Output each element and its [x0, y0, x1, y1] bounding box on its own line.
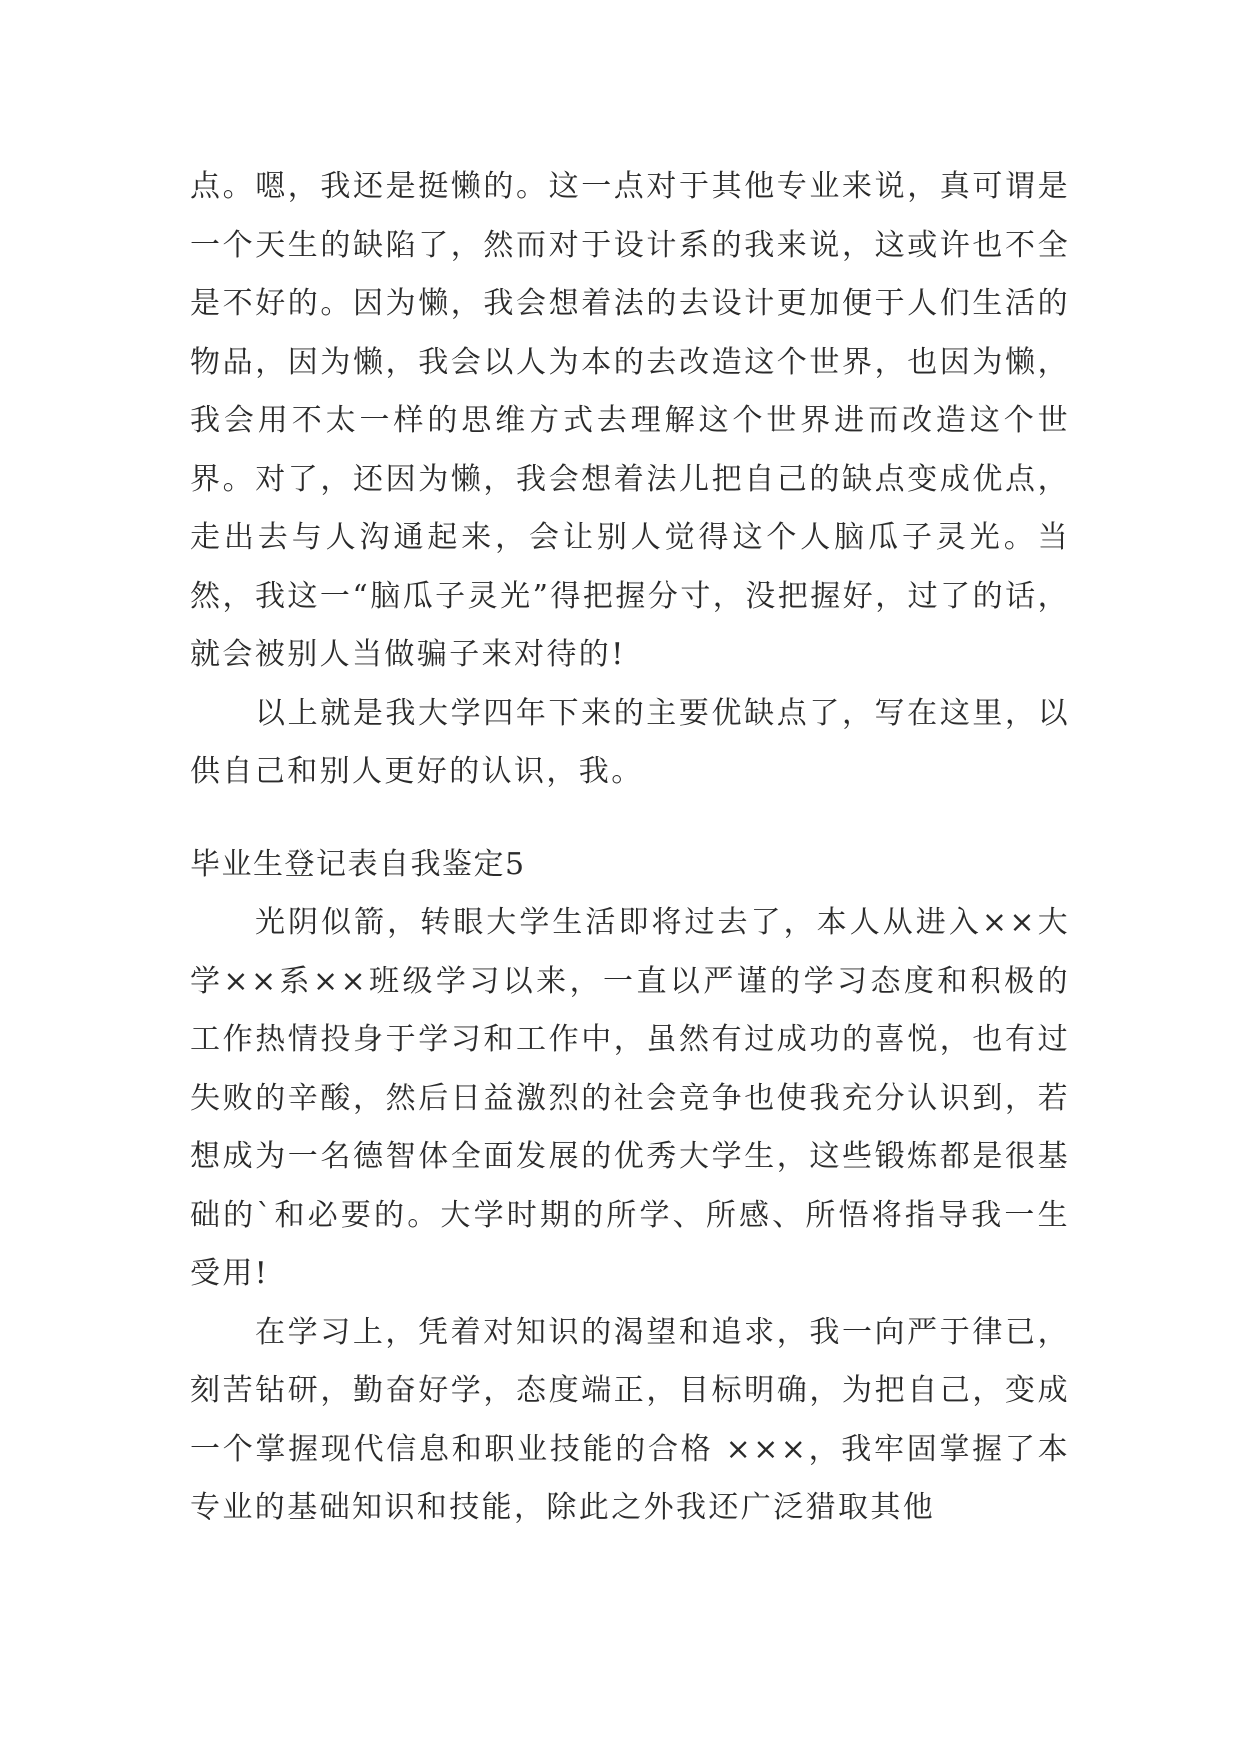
section-title: 毕业生登记表自我鉴定5 — [190, 846, 526, 882]
paragraph-3: 光阴似箭，转眼大学生活即将过去了，本人从进入××大学××系××班级学习以来，一直以严谨的学习态度和积极的工作热情投身于学习和工作中，虽然有过成功的喜悦，也有过失败的辛酸，然后日益激烈的社会竞争也使我充分认识到，若想成为一名德智体全面发展的优秀大学生，这些锻炼都是很基础的`和必要的。大学时期的所学、所感、所悟将指导我一生受用! — [190, 905, 1070, 1291]
paragraph-1: 点。嗯，我还是挺懒的。这一点对于其他专业来说，真可谓是一个天生的缺陷了，然而对于设计系的我来说，这或许也不全是不好的。因为懒，我会想着法的去设计更加便于人们生活的物品，因为懒，我会以人为本的去改造这个世界，也因为懒，我会用不太一样的思维方式去理解这个世界进而改造这个世界。对了，还因为懒，我会想着法儿把自己的缺点变成优点，走出去与人沟通起来，会让别人觉得这个人脑瓜子灵光。当然，我这一“脑瓜子灵光”得把握分寸，没把握好，过了的话，就会被别人当做骗子来对待的! — [190, 169, 1070, 672]
paragraph-2: 以上就是我大学四年下来的主要优缺点了，写在这里，以供自己和别人更好的认识，我。 — [190, 695, 1070, 789]
paragraph-4: 在学习上，凭着对知识的渴望和追求，我一向严于律已，刻苦钻研，勤奋好学，态度端正，目标明确，为把自己，变成一个掌握现代信息和职业技能的合格 ×××，我牢固掌握了本专业的基础知识和技能，除此之外我还广泛猎取其他 — [190, 1314, 1070, 1525]
section-gap — [190, 802, 1070, 836]
document-page — [190, 158, 1070, 1538]
